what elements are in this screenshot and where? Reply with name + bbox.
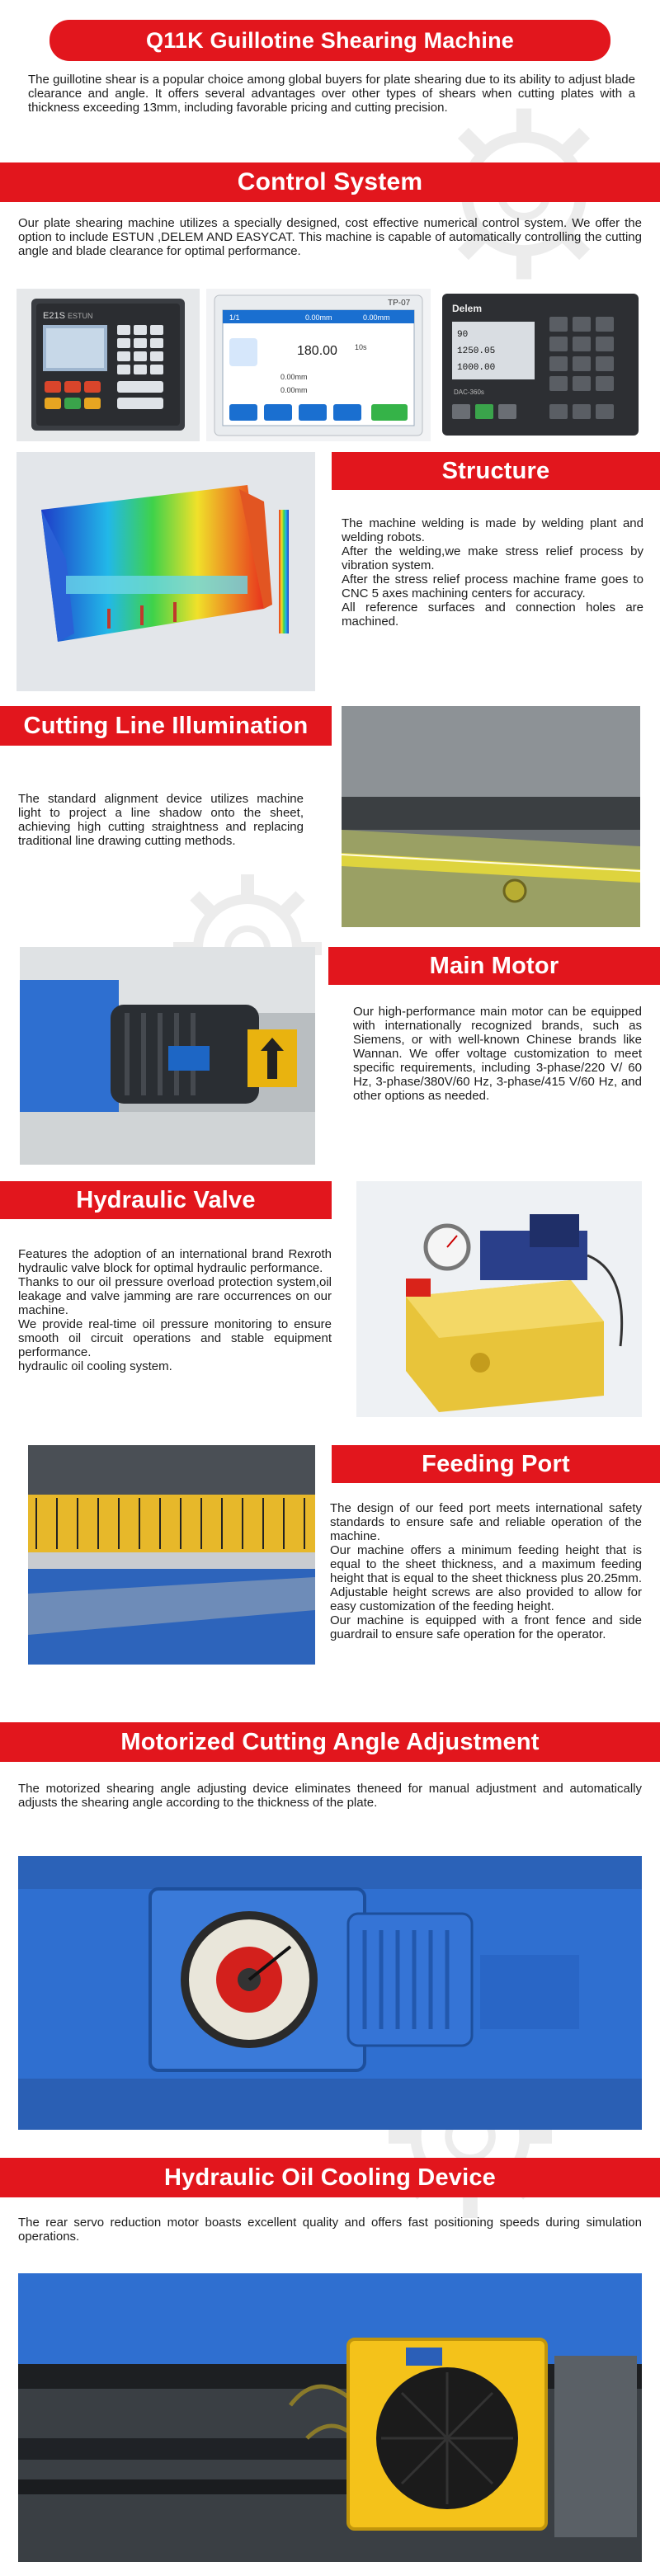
svg-text:1000.00: 1000.00 [457, 363, 496, 373]
hydraulic-valve-text: Features the adoption of an international brand Rexroth hydraulic valve block for optimal hydraulic performance. Thanks to our oil pressure overload protection system,oil leakage and valve jamming are rare occurrences on our machine. We provide real-time oil pressure monitoring to ensure smooth oil circuit operations and stable equipment performance. hydraulic oil cooling system. [18, 1247, 332, 1373]
svg-text:10s: 10s [355, 343, 367, 351]
oil-cooling-heading: Hydraulic Oil Cooling Device [0, 2158, 660, 2197]
delem-controller-photo [437, 289, 644, 441]
svg-text:ESTUN: ESTUN [68, 312, 93, 320]
motorized-angle-photo [18, 1856, 642, 2130]
svg-text:0.00mm: 0.00mm [305, 313, 332, 322]
main-motor-photo [20, 947, 315, 1165]
cutting-line-photo [342, 706, 640, 927]
control-system-text: Our plate shearing machine utilizes a specially designed, cost effective numerical control system. We offer the option to include ESTUN ,DELEM AND EASYCAT. This machine is capable of automatically controlling the cutting angle and blade clearance for optimal performance. [18, 216, 642, 258]
estun-controller-photo [16, 289, 200, 441]
main-motor-text: Our high-performance main motor can be equipped with internationally recognized brands, such as Siemens, or with well-known Chinese brands like Wannan. We offer voltage customization to meet specific requirements, including 3-phase/220 V/ 60 Hz, 3-phase/380V/60 Hz, 3-phase/415 V/60 Hz, and other options as needed. [353, 1005, 642, 1103]
touchscreen-controller-photo [206, 289, 431, 441]
oil-cooling-text: The rear servo reduction motor boasts excellent quality and offers fast positioning speeds during simulation operations. [18, 2216, 642, 2244]
cutting-line-illumination-heading: Cutting Line Illumination [0, 706, 332, 746]
svg-text:0.00mm: 0.00mm [280, 373, 308, 381]
structure-text: The machine welding is made by welding plant and welding robots. After the welding,we make stress relief process by vibration system. After the stress relief process machine frame goes to CNC 5 axes machining centers for accuracy. All reference surfaces and connection holes are machined. [342, 516, 644, 629]
touchscreen-readout: 180.00 [297, 344, 337, 358]
control-system-heading: Control System [0, 162, 660, 202]
main-motor-heading: Main Motor [328, 947, 660, 985]
feeding-port-text: The design of our feed port meets international safety standards to ensure safe and reliable operation of the machine. Our machine offers a minimum feeding height that is equal to the sheet thickness, and a maximum feeding height that is equal to the sheet thickness plus 20.25mm. Adjustable height screws are also provided to allow for easy customization of the feeding height. Our machine is equipped with a front fence and side guardrail to ensure safe operation for the operator. [330, 1501, 642, 1641]
motorized-angle-heading: Motorized Cutting Angle Adjustment [0, 1722, 660, 1762]
estun-brand-label: E21S [43, 311, 65, 321]
svg-text:DAC-360s: DAC-360s [454, 389, 484, 396]
feeding-port-heading: Feeding Port [332, 1445, 660, 1483]
svg-text:1250.05: 1250.05 [457, 346, 496, 356]
svg-text:0.00mm: 0.00mm [363, 313, 390, 322]
structure-heading: Structure [332, 452, 660, 490]
intro-text: The guillotine shear is a popular choice among global buyers for plate shearing due to its ability to adjust blade clearance and angle. It offers several advantages over other types of shears when cutting plates with a thickness exceeding 13mm, including favorable pricing and cutting precision. [28, 73, 635, 115]
hydraulic-valve-photo [356, 1181, 642, 1417]
page-title: Q11K Guillotine Shearing Machine [50, 20, 610, 61]
svg-text:1/1: 1/1 [229, 313, 240, 322]
svg-text:90: 90 [457, 330, 469, 340]
svg-text:0.00mm: 0.00mm [280, 386, 308, 394]
cutting-line-text: The standard alignment device utilizes machine light to project a line shadow onto the sheet, achieving high cutting straightness and replacing traditional line drawing cutting methods. [18, 792, 304, 848]
motorized-angle-text: The motorized shearing angle adjusting device eliminates theneed for manual adjustment and automatically adjusts the shearing angle according to the thickness of the plate. [18, 1782, 642, 1810]
oil-cooling-photo [18, 2273, 642, 2562]
structure-stress-analysis-image [16, 452, 315, 691]
delem-brand-label: Delem [452, 303, 483, 314]
svg-text:TP-07: TP-07 [388, 299, 411, 308]
feeding-port-photo [28, 1445, 315, 1665]
hydraulic-valve-heading: Hydraulic Valve [0, 1181, 332, 1219]
